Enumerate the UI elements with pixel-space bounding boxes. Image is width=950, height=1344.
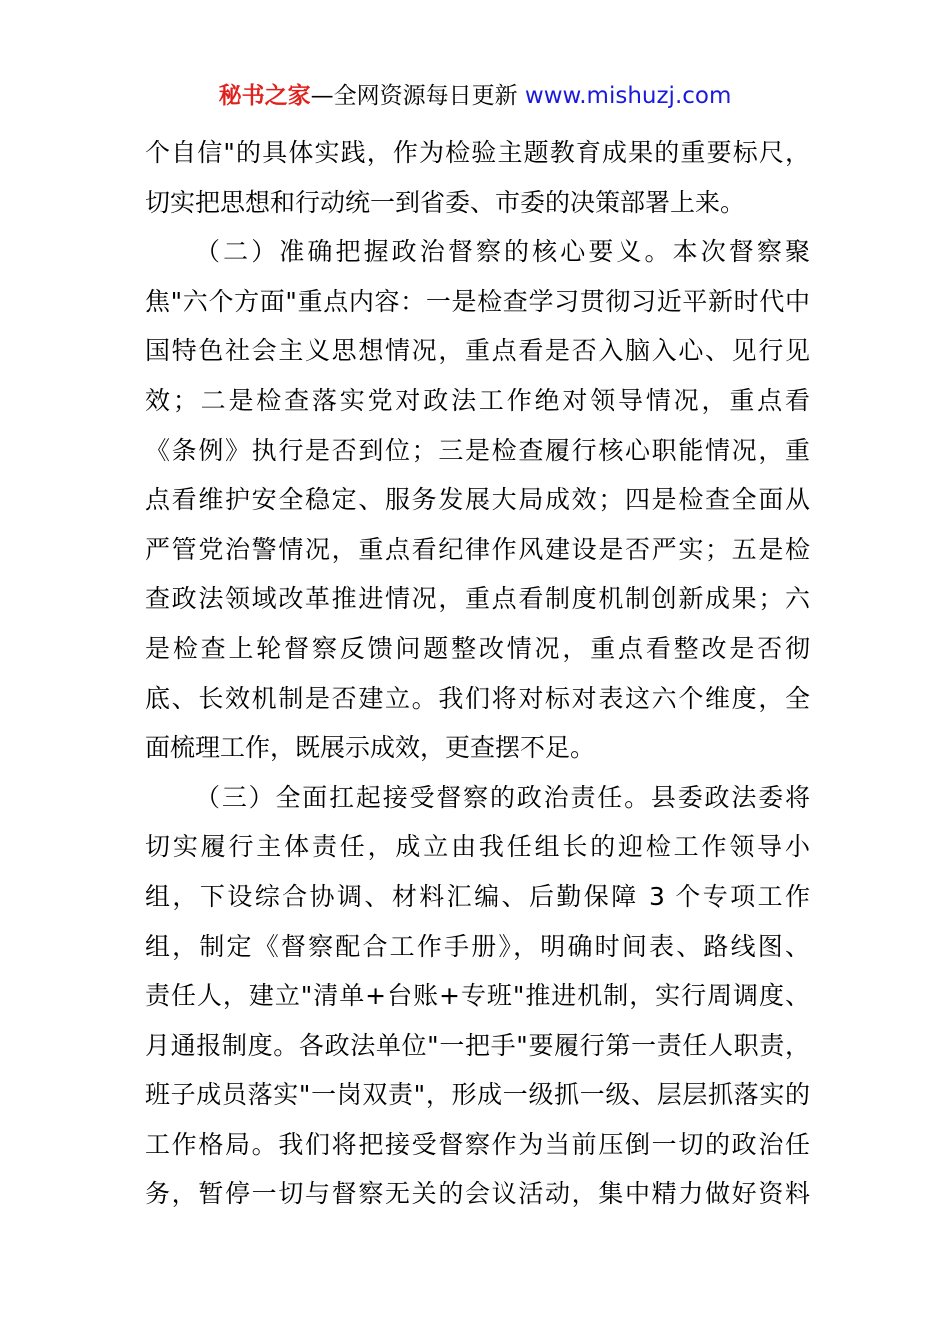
text-line: 严管党治警情况，重点看纪律作风建设是否严实；五是检 <box>145 534 810 564</box>
site-url-link[interactable]: www.mishuzj.com <box>524 83 732 109</box>
text-line: 国特色社会主义思想情况，重点看是否入脑入心、见行见 <box>145 336 810 366</box>
text-line: 查政法领域改革推进情况，重点看制度机制创新成果；六 <box>145 584 810 614</box>
text-line: 月通报制度。各政法单位"一把手"要履行第一责任人职责， <box>145 1030 810 1060</box>
text-line: 组，下设综合协调、材料汇编、后勤保障 3 个专项工作 <box>145 881 810 911</box>
text-line: 点看维护安全稳定、服务发展大局成效；四是检查全面从 <box>145 485 810 515</box>
text-line: 是检查上轮督察反馈问题整改情况，重点看整改是否彻 <box>145 633 810 663</box>
text-line: 班子成员落实"一岗双责"，形成一级抓一级、层层抓落实的 <box>145 1080 810 1110</box>
text-line: 切实履行主体责任，成立由我任组长的迎检工作领导小 <box>145 832 810 862</box>
text-line: 责任人，建立"清单+台账+专班"推进机制，实行周调度、 <box>145 981 810 1011</box>
text-line: 个自信"的具体实践，作为检验主题教育成果的重要标尺， <box>145 138 810 167</box>
text-line: 效；二是检查落实党对政法工作绝对领导情况，重点看 <box>145 385 810 415</box>
text-line: （二）准确把握政治督察的核心要义。本次督察聚 <box>195 237 810 267</box>
site-header <box>0 80 950 112</box>
text-line: 组，制定《督察配合工作手册》，明确时间表、路线图、 <box>145 931 810 961</box>
text-line: 焦"六个方面"重点内容：一是检查学习贯彻习近平新时代中 <box>145 286 810 316</box>
text-line: 底、长效机制是否建立。我们将对标对表这六个维度，全 <box>145 683 810 713</box>
text-line: 工作格局。我们将把接受督察作为当前压倒一切的政治任 <box>145 1129 810 1159</box>
text-line: 《条例》执行是否到位；三是检查履行核心职能情况，重 <box>145 435 810 465</box>
text-line: 切实把思想和行动统一到省委、市委的决策部署上来。 <box>145 187 746 217</box>
text-line: 面梳理工作，既展示成效，更查摆不足。 <box>145 733 596 763</box>
text-line: 务，暂停一切与督察无关的会议活动，集中精力做好资料 <box>145 1179 810 1209</box>
document-body <box>145 128 810 1219</box>
paragraph <box>145 227 810 773</box>
site-tagline: —全网资源每日更新 <box>310 83 518 109</box>
text-line: （三）全面扛起接受督察的政治责任。县委政法委将 <box>195 782 810 812</box>
paragraph <box>145 773 810 1219</box>
site-brand: 秘书之家 <box>218 83 311 109</box>
paragraph <box>145 128 810 227</box>
